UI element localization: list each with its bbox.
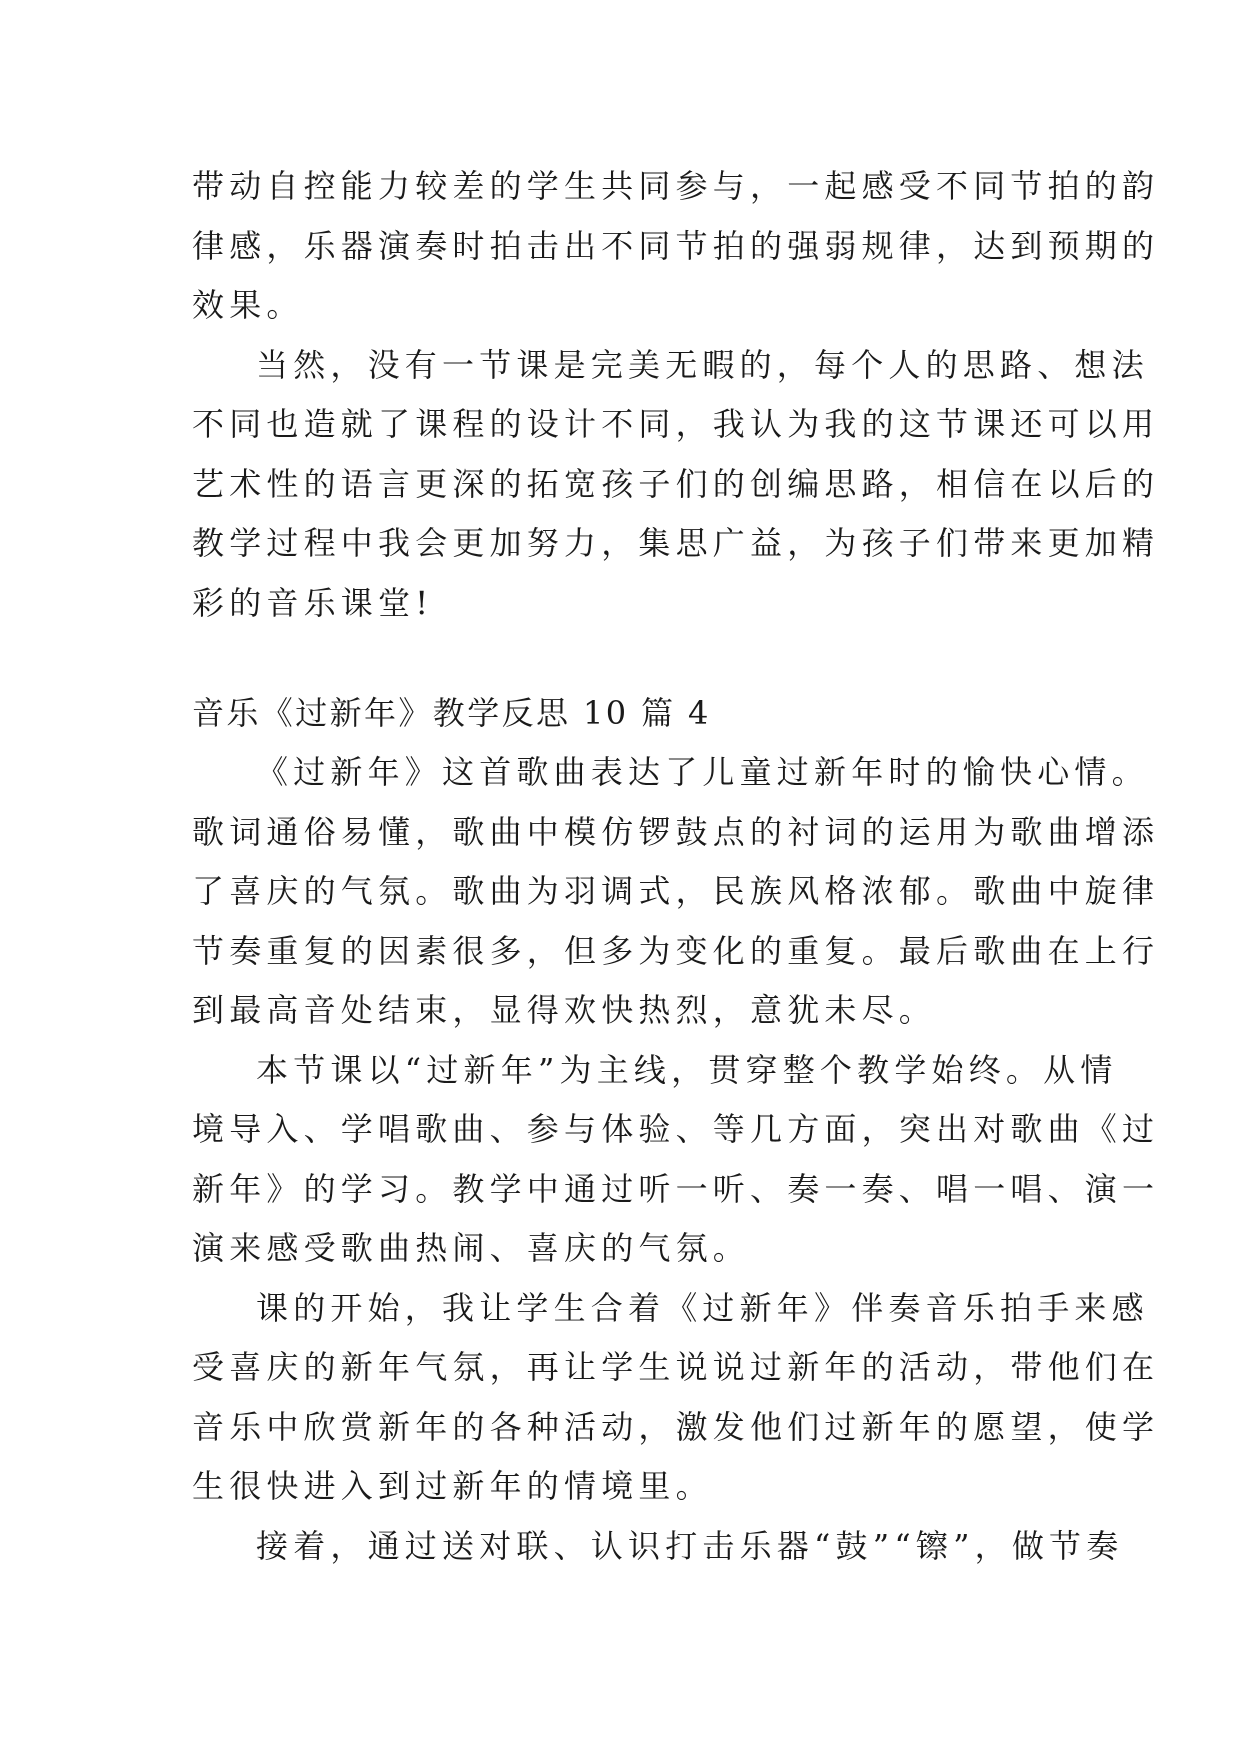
text-line: 节奏重复的因素很多，但多为变化的重复。最后歌曲在上行 xyxy=(192,932,1160,970)
text-line: 不同也造就了课程的设计不同，我认为我的这节课还可以用 xyxy=(192,405,1160,443)
paragraph-first-line: 《过新年》这首歌曲表达了儿童过新年时的愉快心情。 xyxy=(256,753,1149,791)
text-line: 彩的音乐课堂! xyxy=(192,584,434,622)
text-line: 到最高音处结束，显得欢快热烈，意犹未尽。 xyxy=(192,991,937,1029)
text-line: 受喜庆的新年气氛，再让学生说说过新年的活动，带他们在 xyxy=(192,1348,1160,1386)
text-line: 音乐中欣赏新年的各种活动，激发他们过新年的愿望，使学 xyxy=(192,1408,1160,1446)
text-line: 生很快进入到过新年的情境里。 xyxy=(192,1467,713,1505)
text-line: 歌词通俗易懂，歌曲中模仿锣鼓点的衬词的运用为歌曲增添 xyxy=(192,813,1160,851)
text-line: 境导入、学唱歌曲、参与体验、等几方面，突出对歌曲《过 xyxy=(192,1110,1160,1148)
section-heading: 音乐《过新年》教学反思 10 篇 4 xyxy=(192,694,711,732)
text-line: 了喜庆的气氛。歌曲为羽调式，民族风格浓郁。歌曲中旋律 xyxy=(192,872,1160,910)
text-line: 律感，乐器演奏时拍击出不同节拍的强弱规律，达到预期的 xyxy=(192,227,1160,265)
text-line: 艺术性的语言更深的拓宽孩子们的创编思路，相信在以后的 xyxy=(192,465,1160,503)
paragraph-first-line: 课的开始，我让学生合着《过新年》伴奏音乐拍手来感 xyxy=(256,1289,1149,1327)
text-line: 带动自控能力较差的学生共同参与，一起感受不同节拍的韵 xyxy=(192,167,1160,205)
paragraph-first-line: 本节课以“过新年”为主线，贯穿整个教学始终。从情 xyxy=(256,1051,1118,1089)
paragraph-first-line: 接着，通过送对联、认识打击乐器“鼓”“镲”，做节奏 xyxy=(256,1527,1124,1565)
text-line: 效果。 xyxy=(192,286,304,324)
paragraph-first-line: 当然，没有一节课是完美无暇的，每个人的思路、想法 xyxy=(256,346,1149,384)
text-line: 演来感受歌曲热闹、喜庆的气氛。 xyxy=(192,1229,751,1267)
text-line: 教学过程中我会更加努力，集思广益，为孩子们带来更加精 xyxy=(192,524,1160,562)
text-line: 新年》的学习。教学中通过听一听、奏一奏、唱一唱、演一 xyxy=(192,1170,1160,1208)
